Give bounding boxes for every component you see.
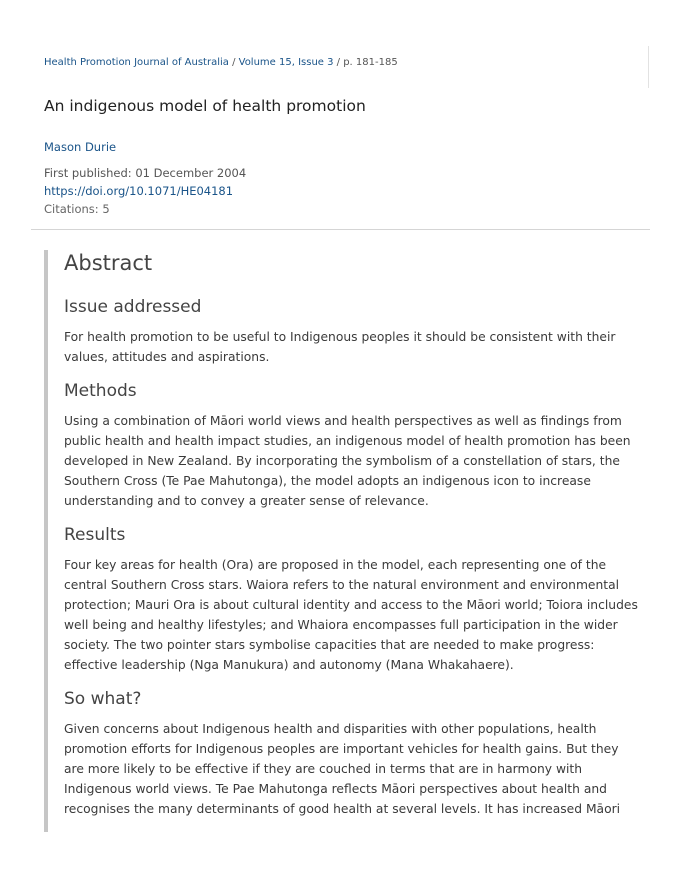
section-heading-issue-addressed: Issue addressed [64,297,202,317]
section-heading-methods: Methods [64,381,137,401]
breadcrumb-separator: / [228,57,239,68]
page-range: / p. 181-185 [333,57,398,68]
issue-link[interactable]: Volume 15, Issue 3 [238,57,334,68]
header-divider [31,229,650,230]
citation-count: Citations: 5 [44,202,110,216]
author-link[interactable]: Mason Durie [44,140,117,154]
section-heading-so-what: So what? [64,689,142,709]
breadcrumb [44,57,398,68]
article-title: An indigenous model of health promotion [44,97,366,115]
section-text-results: Four key areas for health (Ora) are proposed in the model, each representing one of the central Southern Cross stars. Waiora refers to the natural environment and environmental protection; Mauri Ora is about cultural identity and access to the Māori world; Toiora includes well being and healthy lifestyles; and Whaiora encompasses full participation in the wider society. The two pointer stars symbolise capacities that are needed to make progress: effective leadership (Nga Manukura) and autonomy (Mana Whakahaere). [64,558,638,672]
abstract [44,250,640,832]
section-text-issue-addressed: For health promotion to be useful to Indigenous peoples it should be consistent with their values, attitudes and aspirations. [64,330,616,364]
section-heading-results: Results [64,525,126,545]
publication-date: First published: 01 December 2004 [44,166,247,180]
doi-link[interactable]: https://doi.org/10.1071/HE04181 [44,184,234,198]
journal-link[interactable]: Health Promotion Journal of Australia [44,57,229,68]
section-text-methods: Using a combination of Māori world views and health perspectives as well as findings from public health and health impact studies, an indigenous model of health promotion has been developed in New Zealand. By incorporating the symbolism of a constellation of stars, the Southern Cross (Te Pae Mahutonga), the model adopts an indigenous icon to increase understanding and to convey a greater sense of relevance. [64,414,631,508]
abstract-heading: Abstract [64,251,153,275]
scrollbar[interactable] [648,46,649,88]
section-text-so-what: Given concerns about Indigenous health and disparities with other populations, health promotion efforts for Indigenous peoples are important vehicles for health gains. But they are more likely to be effective if they are couched in terms that are in harmony with Indigenous world views. Te Pae Mahutonga reflects Māori perspectives about health and recognises the many determinants of good health at several levels. It has increased Māori [64,722,621,816]
